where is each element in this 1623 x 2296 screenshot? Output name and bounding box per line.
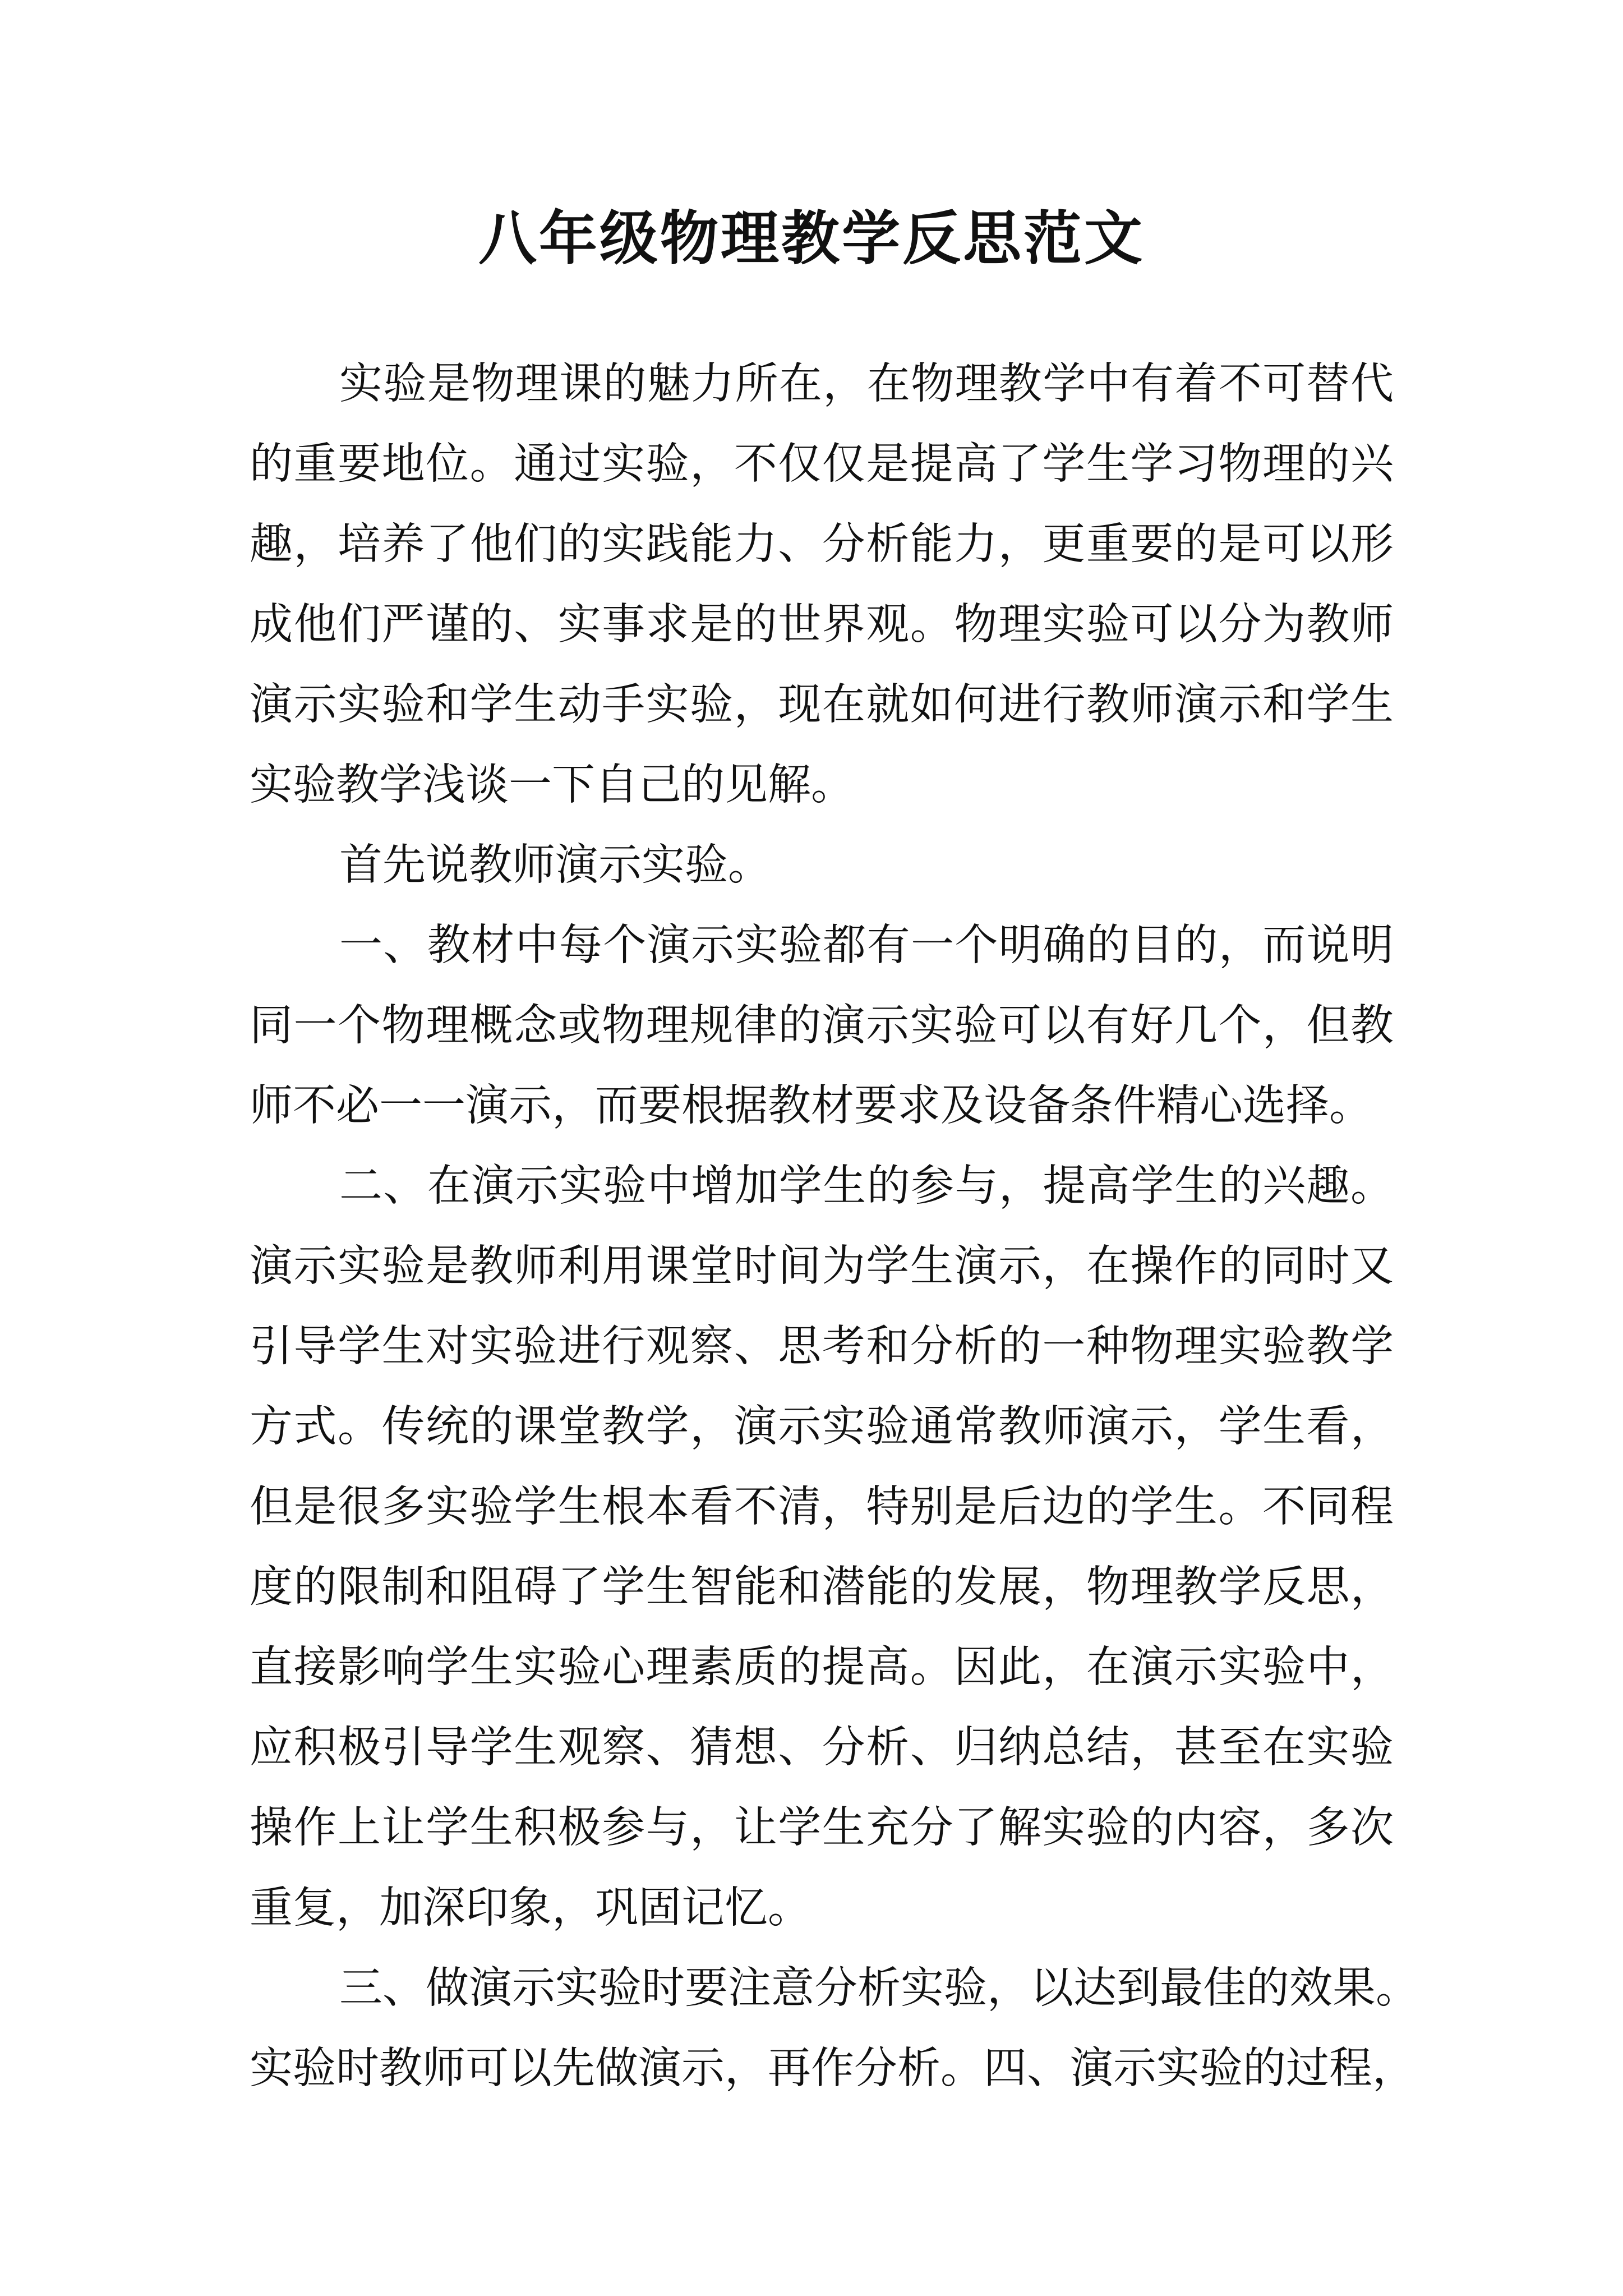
text-line: 三、做演示实验时要注意分析实验，以达到最佳的效果。 bbox=[339, 1963, 1419, 2013]
text-line: 的重要地位。通过实验，不仅仅是提高了学生学习物理的兴 bbox=[250, 439, 1394, 489]
text-line: 趣，培养了他们的实践能力、分析能力，更重要的是可以形 bbox=[250, 519, 1394, 569]
text-line: 应积极引导学生观察、猜想、分析、归纳总结，甚至在实验 bbox=[250, 1723, 1394, 1773]
text-line: 师不必一一演示，而要根据教材要求及设备条件精心选择。 bbox=[250, 1081, 1372, 1131]
document-body bbox=[250, 344, 1419, 2109]
text-line: 直接影响学生实验心理素质的提高。因此，在演示实验中， bbox=[250, 1642, 1394, 1692]
text-line: 操作上让学生积极参与，让学生充分了解实验的内容，多次 bbox=[250, 1803, 1394, 1853]
text-line: 一、教材中每个演示实验都有一个明确的目的，而说明 bbox=[339, 921, 1394, 970]
document-title: 八年级物理教学反思范文 bbox=[478, 204, 1145, 273]
text-line: 演示实验是教师利用课堂时间为学生演示，在操作的同时又 bbox=[250, 1241, 1394, 1291]
text-line: 度的限制和阻碍了学生智能和潜能的发展，物理教学反思， bbox=[250, 1562, 1394, 1612]
text-line: 引导学生对实验进行观察、思考和分析的一种物理实验教学 bbox=[250, 1322, 1394, 1372]
text-line: 同一个物理概念或物理规律的演示实验可以有好几个，但教 bbox=[250, 1001, 1394, 1051]
text-line: 实验是物理课的魅力所在，在物理教学中有着不可替代 bbox=[339, 359, 1394, 409]
text-line: 演示实验和学生动手实验，现在就如何进行教师演示和学生 bbox=[250, 680, 1394, 730]
text-line: 方式。传统的课堂教学，演示实验通常教师演示，学生看， bbox=[250, 1402, 1394, 1452]
text-line: 实验教学浅谈一下自己的见解。 bbox=[250, 760, 854, 810]
text-line: 首先说教师演示实验。 bbox=[339, 840, 771, 890]
text-line: 二、在演示实验中增加学生的参与，提高学生的兴趣。 bbox=[339, 1161, 1394, 1211]
text-line: 实验时教师可以先做演示，再作分析。四、演示实验的过程， bbox=[250, 2044, 1415, 2093]
text-line: 但是很多实验学生根本看不清，特别是后边的学生。不同程 bbox=[250, 1482, 1394, 1532]
text-line: 重复，加深印象，巩固记忆。 bbox=[250, 1883, 811, 1933]
text-line: 成他们严谨的、实事求是的世界观。物理实验可以分为教师 bbox=[250, 600, 1394, 650]
